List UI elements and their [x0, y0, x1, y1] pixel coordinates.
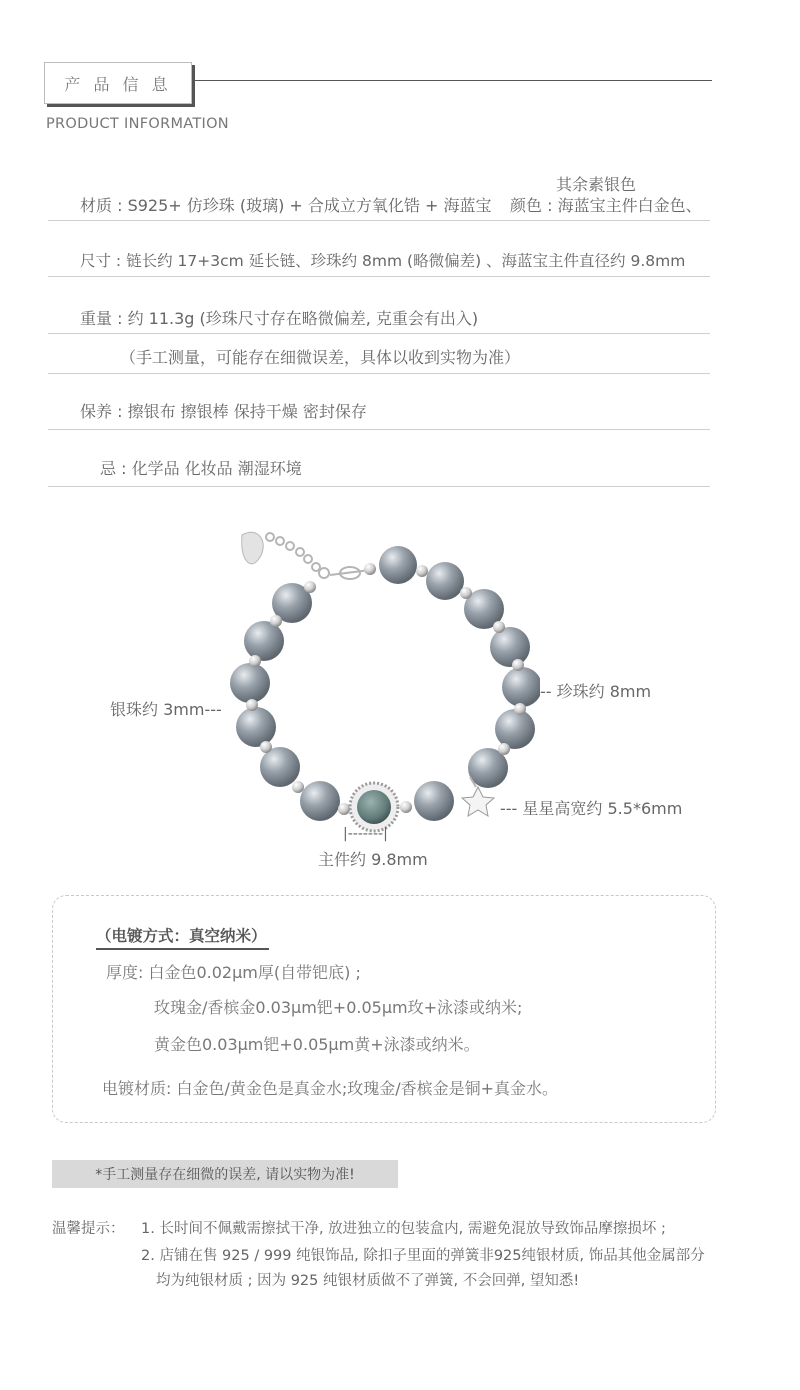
- plating-line-4: 电镀材质: 白金色/黄金色是真金水;玫瑰金/香槟金是铜+真金水。: [102, 1079, 559, 1098]
- bracelet-illustration: [220, 515, 540, 835]
- row-divider: [48, 333, 710, 334]
- title-divider: [194, 80, 712, 81]
- spec-color: 颜色 : 海蓝宝主件白金色、: [510, 196, 702, 215]
- main-bracket: |-------|: [343, 826, 388, 842]
- label-pearl: -- 珍珠约 8mm: [540, 682, 652, 701]
- extension-chain: [266, 533, 370, 578]
- main-stone: [350, 783, 398, 831]
- row-divider: [48, 276, 710, 277]
- row-divider: [48, 373, 710, 374]
- spec-weight: 重量 : 约 11.3g (珍珠尺寸存在略微偏差, 克重会有出入): [80, 309, 479, 328]
- row-divider: [48, 220, 710, 221]
- measurement-banner: *手工测量存在细微的误差, 请以实物为准!: [52, 1160, 398, 1188]
- tips-item-1: 1. 长时间不佩戴需擦拭干净, 放进独立的包装盒内, 需避免混放导致饰品摩擦损坏 ;: [141, 1221, 666, 1237]
- spec-weight-note: （手工测量，可能存在细微误差，具体以收到实物为准）: [120, 348, 521, 367]
- label-silver-bead: 银珠约 3mm---: [110, 700, 222, 719]
- spec-avoid: 忌 : 化学品 化妆品 潮湿环境: [100, 459, 302, 478]
- section-subtitle: PRODUCT INFORMATION: [46, 116, 229, 132]
- row-divider: [48, 429, 710, 430]
- plating-title: （电镀方式：真空纳米）: [96, 924, 269, 950]
- tips-item-2b: 均为纯银材质 ; 因为 925 纯银材质做不了弹簧, 不会回弹, 望知悉!: [156, 1273, 580, 1289]
- label-star: --- 星星高宽约 5.5*6mm: [500, 799, 683, 818]
- spec-material: 材质 : S925+ 仿珍珠 (玻璃) + 合成立方氧化锆 + 海蓝宝: [80, 196, 492, 215]
- plating-line-1: 厚度: 白金色0.02μm厚(自带钯底) ;: [106, 963, 361, 982]
- plating-line-3: 黄金色0.03μm钯+0.05μm黄+泳漆或纳米。: [154, 1035, 480, 1054]
- tips-label: 温馨提示：: [52, 1221, 125, 1237]
- tips-item-2a: 2. 店铺在售 925 / 999 纯银饰品, 除扣子里面的弹簧非925纯银材质, 饰品其他金属部分: [141, 1248, 705, 1264]
- plating-line-2: 玫瑰金/香槟金0.03μm钯+0.05μm玫+泳漆或纳米;: [154, 998, 523, 1017]
- spec-size: 尺寸 : 链长约 17+3cm 延长链、珍珠约 8mm (略微偏差) 、海蓝宝主件直径约 9.8mm: [80, 252, 686, 270]
- spec-care: 保养 : 擦银布 擦银棒 保持干燥 密封保存: [80, 402, 367, 421]
- section-title: 产 品 信 息: [44, 62, 192, 104]
- row-divider: [48, 486, 710, 487]
- color-note: 其余素银色: [556, 175, 637, 194]
- label-main: 主件约 9.8mm: [318, 850, 428, 869]
- pearl-strand: [230, 546, 540, 821]
- leaf-charm: [242, 532, 263, 564]
